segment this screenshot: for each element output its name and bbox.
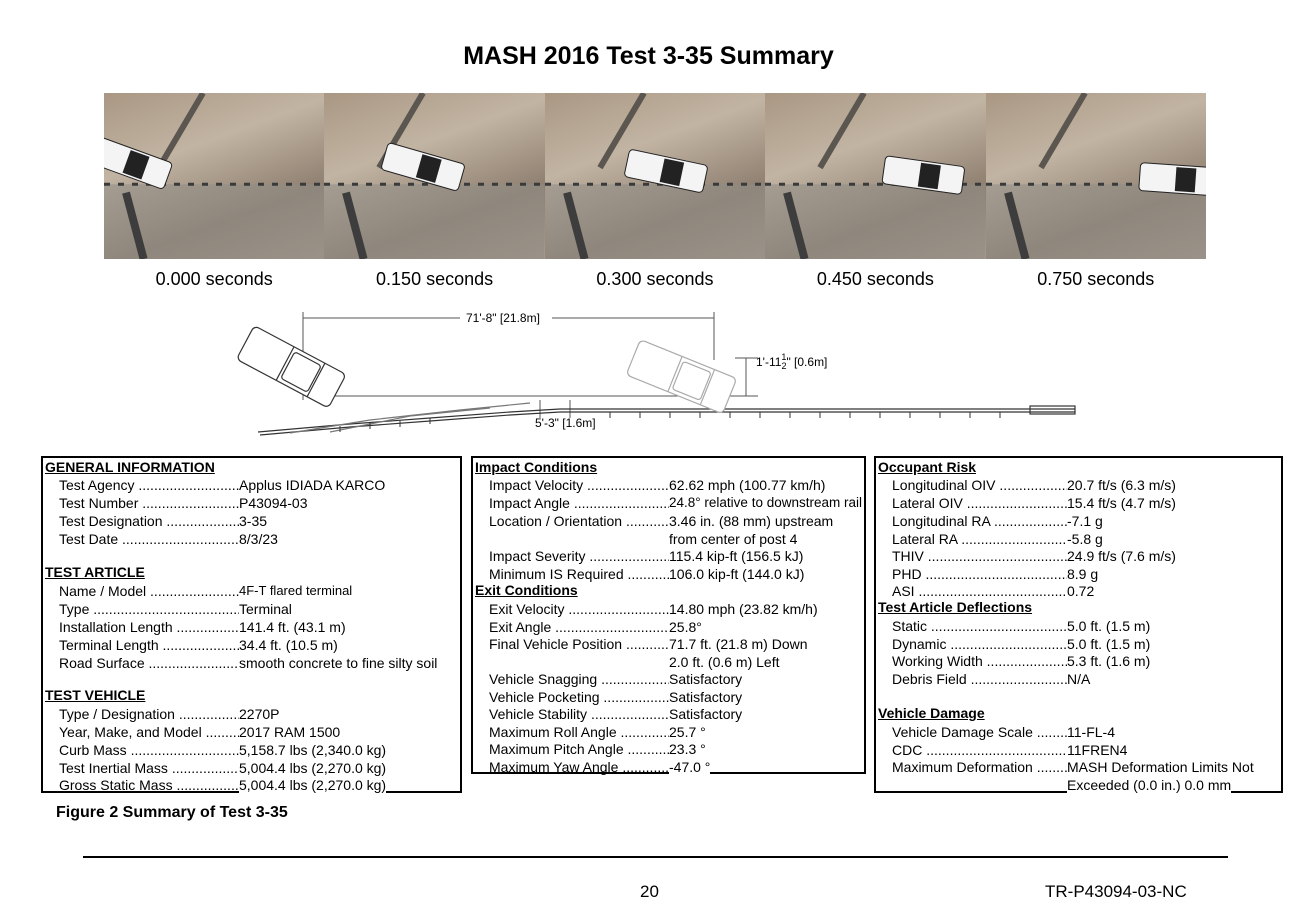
row-label: Impact Severity ..... bbox=[489, 547, 669, 565]
section-heading: TEST VEHICLE bbox=[45, 687, 146, 703]
info-row bbox=[892, 547, 1282, 565]
info-row bbox=[892, 758, 1282, 776]
row-value: 14.80 mph (23.82 km/h) bbox=[669, 601, 818, 617]
camera-pole bbox=[159, 93, 203, 168]
row-label: Name / Model ..... bbox=[59, 582, 239, 600]
row-value: 34.4 ft. (10.5 m) bbox=[239, 637, 338, 653]
photo-caption: 0.300 seconds bbox=[596, 269, 714, 289]
row-label: Impact Angle ..... bbox=[489, 494, 669, 512]
page-title: MASH 2016 Test 3-35 Summary bbox=[463, 42, 834, 70]
row-label: Debris Field ..... bbox=[892, 670, 1067, 688]
info-row bbox=[892, 476, 1282, 494]
row-label: Minimum IS Required ..... bbox=[489, 565, 669, 583]
photo-caption: 0.000 seconds bbox=[155, 269, 273, 289]
row-value: 5,004.4 lbs (2,270.0 kg) bbox=[239, 760, 387, 776]
row-value: 4F-T flared terminal bbox=[239, 583, 353, 598]
info-row bbox=[59, 582, 459, 600]
vehicle-cab bbox=[918, 163, 941, 190]
row-value: 71.7 ft. (21.8 m) Down bbox=[669, 636, 808, 652]
row-value: 115.4 kip-ft (156.5 kJ) bbox=[669, 548, 804, 564]
lateral-label-frac-num: 1 bbox=[781, 352, 787, 362]
info-row bbox=[892, 776, 1282, 794]
row-value: 24.9 ft/s (7.6 m/s) bbox=[1067, 548, 1176, 564]
row-label: Gross Static Mass ..... bbox=[59, 776, 239, 794]
row-value: 0.72 bbox=[1067, 583, 1095, 599]
row-label: Exit Velocity ..... bbox=[489, 600, 669, 618]
section-heading: Test Article Deflections bbox=[878, 599, 1033, 615]
info-row bbox=[59, 618, 459, 636]
row-label: Test Number ..... bbox=[59, 494, 239, 512]
row-label: Test Agency ..... bbox=[59, 476, 239, 494]
row-value: 2.0 ft. (0.6 m) Left bbox=[669, 654, 780, 670]
document-id: TR-P43094-03-NC bbox=[1045, 882, 1187, 901]
row-label: Longitudinal RA ..... bbox=[892, 512, 1067, 530]
info-row bbox=[59, 636, 459, 654]
info-row bbox=[892, 582, 1282, 600]
section-heading: Impact Conditions bbox=[475, 459, 598, 475]
lateral-label-main: 1'-11 bbox=[756, 355, 782, 369]
info-row bbox=[489, 600, 865, 618]
info-row bbox=[489, 530, 865, 548]
info-row bbox=[892, 723, 1282, 741]
row-value: 106.0 kip-ft (144.0 kJ) bbox=[669, 566, 805, 582]
info-row bbox=[489, 547, 865, 565]
row-label: Maximum Roll Angle ..... bbox=[489, 723, 669, 741]
photo-frame-4 bbox=[986, 93, 1206, 259]
row-label: Static ..... bbox=[892, 617, 1067, 635]
row-label: ASI ..... bbox=[892, 582, 1067, 600]
info-row bbox=[489, 565, 865, 583]
camera-pole bbox=[1041, 93, 1085, 168]
section-heading: Exit Conditions bbox=[475, 582, 578, 598]
occupant-panel bbox=[874, 456, 1283, 793]
row-value: P43094-03 bbox=[239, 495, 308, 511]
row-label: Working Width ..... bbox=[892, 652, 1067, 670]
figure-caption: Figure 2 Summary of Test 3-35 bbox=[56, 804, 288, 821]
info-row bbox=[892, 512, 1282, 530]
info-row bbox=[59, 476, 459, 494]
row-label: Exit Angle ..... bbox=[489, 618, 669, 636]
info-row bbox=[489, 653, 865, 671]
row-value: 11-FL-4 bbox=[1067, 724, 1115, 740]
info-row bbox=[892, 741, 1282, 759]
info-row bbox=[59, 759, 459, 777]
row-label: Curb Mass ..... bbox=[59, 741, 239, 759]
row-value: Satisfactory bbox=[669, 689, 743, 705]
row-label: THIV ..... bbox=[892, 547, 1067, 565]
row-value: 5.0 ft. (1.5 m) bbox=[1067, 636, 1151, 652]
row-value: 11FREN4 bbox=[1067, 742, 1128, 758]
row-value: 141.4 ft. (43.1 m) bbox=[239, 619, 346, 635]
row-value: 24.8° relative to downstream rail bbox=[669, 495, 862, 510]
row-label: Vehicle Damage Scale ..... bbox=[892, 723, 1067, 741]
general-info-panel bbox=[41, 456, 462, 793]
row-label: Longitudinal OIV ..... bbox=[892, 476, 1067, 494]
row-value: Satisfactory bbox=[669, 706, 743, 722]
row-value: 2270P bbox=[239, 706, 280, 722]
lateral-label bbox=[756, 352, 827, 371]
row-value: 5.0 ft. (1.5 m) bbox=[1067, 618, 1151, 634]
info-row bbox=[489, 758, 865, 776]
photo-caption: 0.450 seconds bbox=[816, 269, 934, 289]
info-row bbox=[892, 670, 1282, 688]
photo-frame-3 bbox=[765, 93, 985, 259]
info-row bbox=[489, 512, 865, 530]
sequential-photos bbox=[104, 93, 1206, 259]
vehicle-outline-exit bbox=[626, 340, 737, 414]
row-label: CDC ..... bbox=[892, 741, 1067, 759]
row-value: 8.9 g bbox=[1067, 566, 1099, 582]
guardrail bbox=[258, 403, 1075, 435]
row-label: PHD ..... bbox=[892, 565, 1067, 583]
conditions-panel bbox=[471, 456, 866, 774]
info-row bbox=[59, 512, 459, 530]
info-row bbox=[59, 654, 459, 672]
row-value: 20.7 ft/s (6.3 m/s) bbox=[1067, 477, 1176, 493]
row-label: Type ..... bbox=[59, 600, 239, 618]
row-label: Maximum Deformation ..... bbox=[892, 758, 1067, 776]
row-label: Final Vehicle Position ..... bbox=[489, 635, 669, 653]
row-label: Lateral OIV ..... bbox=[892, 494, 1067, 512]
info-row bbox=[59, 776, 459, 794]
row-value: 3.46 in. (88 mm) upstream bbox=[669, 513, 834, 529]
section-heading: TEST ARTICLE bbox=[45, 564, 145, 580]
info-row bbox=[489, 618, 865, 636]
info-row bbox=[489, 740, 865, 758]
row-value: 62.62 mph (100.77 km/h) bbox=[669, 477, 826, 493]
info-row bbox=[59, 600, 459, 618]
section-heading: Vehicle Damage bbox=[878, 705, 985, 721]
row-value: smooth concrete to fine silty soil bbox=[239, 655, 438, 671]
info-row bbox=[489, 723, 865, 741]
photo-captions bbox=[104, 269, 1206, 290]
row-label: Installation Length ..... bbox=[59, 618, 239, 636]
row-label: Lateral RA ..... bbox=[892, 530, 1067, 548]
info-row bbox=[892, 530, 1282, 548]
trajectory-diagram bbox=[230, 300, 1090, 445]
row-value: -5.8 g bbox=[1067, 531, 1103, 547]
row-value: Satisfactory bbox=[669, 671, 743, 687]
photo-caption: 0.150 seconds bbox=[376, 269, 494, 289]
row-label: Vehicle Snagging ..... bbox=[489, 670, 669, 688]
vehicle-outline-impact bbox=[236, 326, 346, 408]
camera-pole bbox=[820, 93, 864, 168]
row-label: Vehicle Pocketing ..... bbox=[489, 688, 669, 706]
info-row bbox=[489, 670, 865, 688]
info-row bbox=[892, 652, 1282, 670]
photo-frame-1 bbox=[324, 93, 544, 259]
vehicle-body bbox=[1138, 163, 1205, 197]
row-value: 23.3 ° bbox=[669, 741, 706, 757]
page-number: 20 bbox=[640, 882, 659, 901]
row-value: 5,158.7 lbs (2,340.0 kg) bbox=[239, 742, 387, 758]
row-label: Year, Make, and Model ..... bbox=[59, 723, 239, 741]
row-value: Terminal bbox=[239, 601, 292, 617]
row-value: MASH Deformation Limits Not bbox=[1067, 759, 1254, 775]
row-value: 25.8° bbox=[669, 619, 702, 635]
footer-divider bbox=[83, 856, 1228, 858]
info-row bbox=[59, 494, 459, 512]
row-label: Type / Designation ..... bbox=[59, 705, 239, 723]
row-label: Maximum Yaw Angle ..... bbox=[489, 758, 669, 776]
row-label: Vehicle Stability ..... bbox=[489, 705, 669, 723]
info-row bbox=[892, 565, 1282, 583]
row-label: Road Surface ..... bbox=[59, 654, 239, 672]
photo-frame-2 bbox=[545, 93, 765, 259]
row-value: from center of post 4 bbox=[669, 531, 798, 547]
row-value: -47.0 ° bbox=[669, 759, 711, 775]
info-row bbox=[489, 476, 865, 494]
test-vehicle bbox=[104, 136, 173, 190]
row-label: Dynamic ..... bbox=[892, 635, 1067, 653]
row-value: 2017 RAM 1500 bbox=[239, 724, 341, 740]
row-label: Impact Velocity ..... bbox=[489, 476, 669, 494]
info-row bbox=[59, 530, 459, 548]
lateral-label-frac-den: 2 bbox=[781, 361, 787, 371]
info-row bbox=[489, 705, 865, 723]
row-label: Maximum Pitch Angle ..... bbox=[489, 740, 669, 758]
row-value: 5.3 ft. (1.6 m) bbox=[1067, 653, 1151, 669]
row-label: Test Designation ..... bbox=[59, 512, 239, 530]
info-row bbox=[892, 635, 1282, 653]
row-label: Location / Orientation ..... bbox=[489, 512, 669, 530]
row-label: Terminal Length ..... bbox=[59, 636, 239, 654]
distance-label: 71'-8" [21.8m] bbox=[466, 311, 540, 325]
test-vehicle bbox=[1138, 163, 1205, 197]
row-value: 8/3/23 bbox=[239, 531, 278, 547]
photo-frame-0 bbox=[104, 93, 324, 259]
row-value: 5,004.4 lbs (2,270.0 kg) bbox=[239, 777, 387, 793]
info-row bbox=[892, 494, 1282, 512]
row-value: 15.4 ft/s (4.7 m/s) bbox=[1067, 495, 1176, 511]
row-value: N/A bbox=[1067, 671, 1091, 687]
row-value: Exceeded (0.0 in.) 0.0 mm bbox=[1067, 777, 1232, 793]
photo-caption: 0.750 seconds bbox=[1037, 269, 1155, 289]
info-row bbox=[59, 741, 459, 759]
row-value: 25.7 ° bbox=[669, 724, 706, 740]
info-row bbox=[59, 723, 459, 741]
info-row bbox=[489, 494, 865, 512]
info-row bbox=[892, 617, 1282, 635]
info-row bbox=[489, 688, 865, 706]
vehicle-cab bbox=[1174, 167, 1196, 192]
row-value: -7.1 g bbox=[1067, 513, 1103, 529]
lateral-label-tail: " [0.6m] bbox=[786, 355, 828, 369]
row-label: Test Inertial Mass ..... bbox=[59, 759, 239, 777]
section-heading: Occupant Risk bbox=[878, 459, 977, 475]
info-row bbox=[489, 635, 865, 653]
row-value: Applus IDIADA KARCO bbox=[239, 477, 386, 493]
row-label: Test Date ..... bbox=[59, 530, 239, 548]
section-heading: GENERAL INFORMATION bbox=[45, 459, 215, 475]
row-value: 3-35 bbox=[239, 513, 268, 529]
posts bbox=[340, 412, 1000, 432]
info-row bbox=[59, 705, 459, 723]
offset-label: 5'-3" [1.6m] bbox=[535, 416, 596, 430]
